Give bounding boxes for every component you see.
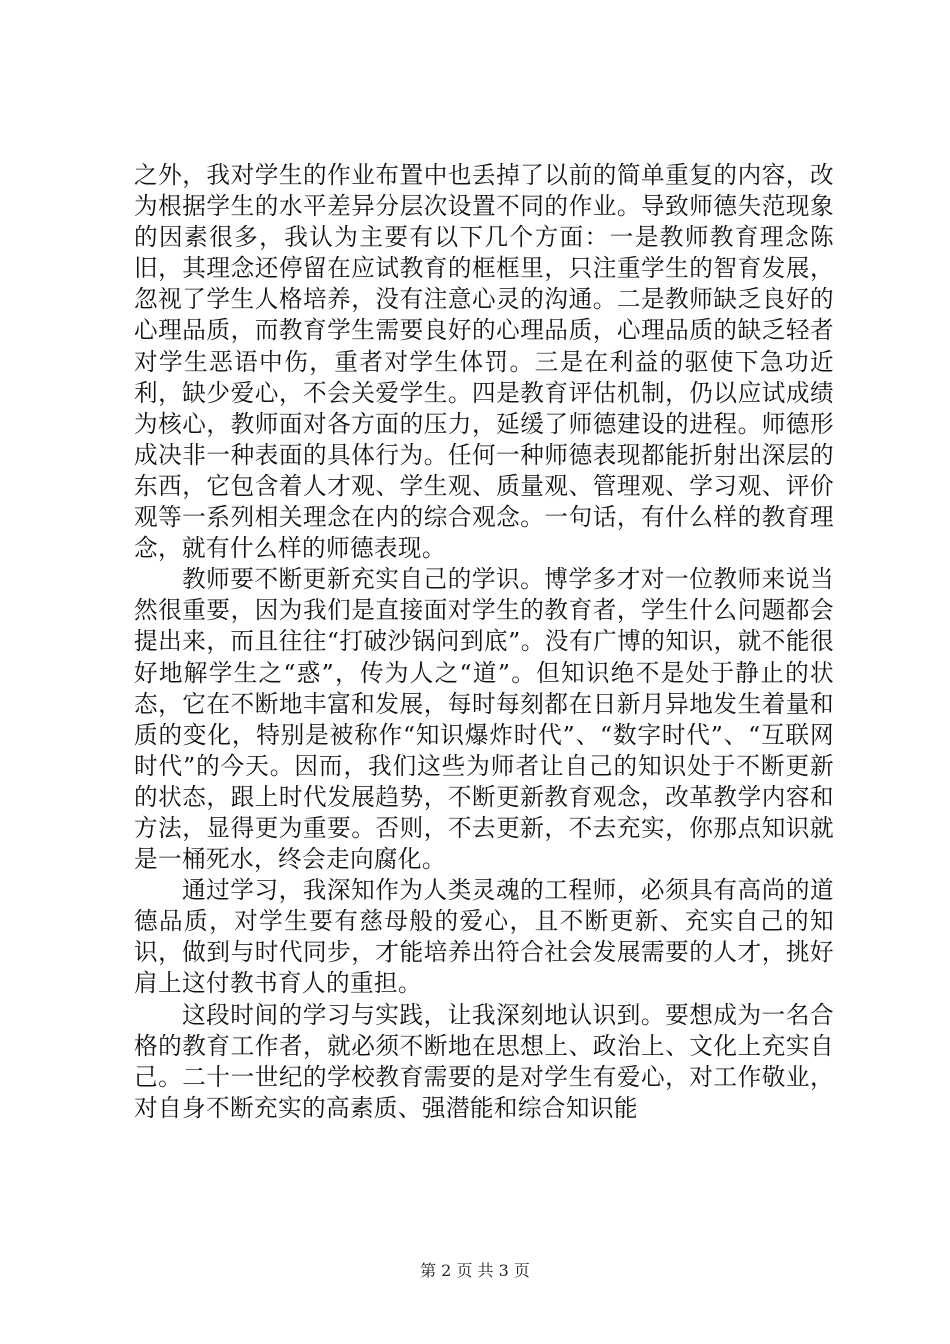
- paragraph-4: 这段时间的学习与实践，让我深刻地认识到。要想成为一名合格的教育工作者，就必须不断地在思想上、政治上、文化上充实自己。二十一世纪的学校教育需要的是对学生有爱心，对工作敬业，对自身不断充实的高素质、强潜能和综合知识能: [134, 1000, 834, 1122]
- paragraph-2: 教师要不断更新充实自己的学识。博学多才对一位教师来说当然很重要，因为我们是直接面对学生的教育者，学生什么问题都会提出来，而且往往“打破沙锅问到底”。没有广博的知识，就不能很好地解学生之“惑”，传为人之“道”。但知识绝不是处于静止的状态，它在不断地丰富和发展，每时每刻都在日新月异地发生着量和质的变化，特别是被称作“知识爆炸时代”、“数字时代”、“互联网时代”的今天。因而，我们这些为师者让自己的知识处于不断更新的状态，跟上时代发展趋势，不断更新教育观念，改革教学内容和方法，显得更为重要。否则，不去更新，不去充实，你那点知识就是一桶死水，终会走向腐化。: [134, 565, 834, 874]
- page-footer: [0, 1261, 950, 1281]
- document-body: [134, 160, 834, 1124]
- paragraph-1: 之外，我对学生的作业布置中也丢掉了以前的简单重复的内容，改为根据学生的水平差异分层次设置不同的作业。导致师德失范现象的因素很多，我认为主要有以下几个方面：一是教师教育理念陈旧，其理念还停留在应试教育的框框里，只注重学生的智育发展，忽视了学生人格培养，没有注意心灵的沟通。二是教师缺乏良好的心理品质，而教育学生需要良好的心理品质，心理品质的缺乏轻者对学生恶语中伤，重者对学生体罚。三是在利益的驱使下急功近利，缺少爱心，不会关爱学生。四是教育评估机制，仍以应试成绩为核心，教师面对各方面的压力，延缓了师德建设的进程。师德形成决非一种表面的具体行为。任何一种师德表现都能折射出深层的东西，它包含着人才观、学生观、质量观、管理观、学习观、评价观等一系列相关理念在内的综合观念。一句话，有什么样的教育理念，就有什么样的师德表现。: [134, 161, 834, 563]
- page-number-label: 第 2 页 共 3 页: [420, 1261, 530, 1280]
- paragraph-3: 通过学习，我深知作为人类灵魂的工程师，必须具有高尚的道德品质，对学生要有慈母般的爱心，且不断更新、充实自己的知识，做到与时代同步，才能培养出符合社会发展需要的人才，挑好肩上这付教书育人的重担。: [134, 876, 834, 998]
